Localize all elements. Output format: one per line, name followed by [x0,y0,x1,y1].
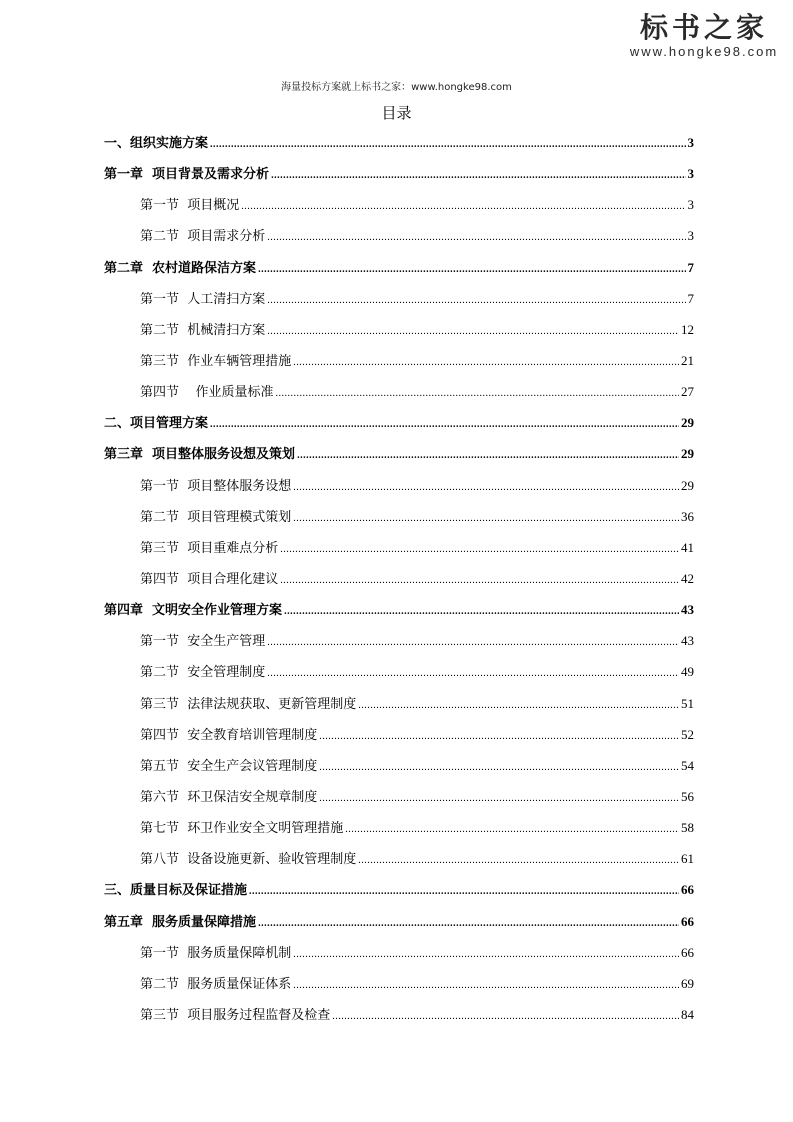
toc-entry[interactable] [104,568,694,599]
toc-entry-page: 61 [681,851,694,867]
toc-dot-leader [319,726,679,748]
toc-dot-leader [293,508,679,530]
toc-entry-page: 56 [681,788,694,804]
toc-entry-page: 42 [681,570,694,586]
toc-entry-label: 第二节 项目需求分析 [140,229,266,245]
toc-dot-leader [210,414,679,436]
toc-entry[interactable] [104,257,694,288]
toc-dot-leader [345,819,679,841]
toc-entry-page: 21 [681,352,694,368]
toc-dot-leader [280,539,679,561]
page-header: 海量投标方案就上标书之家：www.hongke98.com [281,82,512,93]
toc-entry-label: 二、项目管理方案 [104,416,209,432]
toc-dot-leader [241,196,685,218]
toc-dot-leader [267,663,679,685]
toc-entry-label: 第三节 作业车辆管理措施 [140,353,292,369]
logo-chinese-text: 标书之家 [639,11,768,44]
toc-dot-leader [319,757,679,779]
toc-entry[interactable] [104,724,694,755]
toc-entry[interactable] [104,693,694,724]
toc-entry[interactable] [104,755,694,786]
toc-entry-label: 第五节 安全生产会议管理制度 [140,758,318,774]
toc-title: 目录 [381,104,412,122]
toc-entry-label: 第四章 文明安全作业管理方案 [104,603,283,619]
toc-dot-leader [267,321,679,343]
toc-entry-label: 第二节 项目管理模式策划 [140,509,292,525]
toc-entry-label: 第八节 设备设施更新、验收管理制度 [140,852,357,868]
toc-entry-page: 41 [681,539,694,555]
toc-entry-page: 3 [687,166,694,182]
toc-entry-page: 54 [681,757,694,773]
toc-entry[interactable] [104,506,694,537]
toc-entry[interactable] [104,599,694,630]
toc-dot-leader [332,1006,679,1028]
toc-dot-leader [297,445,679,467]
toc-dot-leader [249,881,679,903]
toc-entry[interactable] [104,163,694,194]
toc-entry[interactable] [104,412,694,443]
toc-entry-label: 第三节 项目重难点分析 [140,540,279,556]
toc-entry[interactable] [104,319,694,350]
toc-dot-leader [293,477,679,499]
toc-entry-label: 第一节 安全生产管理 [140,634,266,650]
toc-entry-page: 12 [681,321,694,337]
toc-dot-leader [293,352,679,374]
toc-entry[interactable] [104,817,694,848]
toc-entry[interactable] [104,630,694,661]
toc-entry-page: 51 [681,695,694,711]
toc-entry[interactable] [104,942,694,973]
toc-entry-label: 第三章 项目整体服务设想及策划 [104,447,296,463]
toc-dot-leader [293,975,679,997]
toc-entry[interactable] [104,443,694,474]
toc-dot-leader [284,601,679,623]
toc-dot-leader [293,944,679,966]
site-logo [629,12,779,60]
toc-dot-leader [358,850,679,872]
toc-entry-label: 第一节 项目概况 [140,198,240,214]
toc-entry-label: 第一节 项目整体服务设想 [140,478,292,494]
toc-entry-label: 第二章 农村道路保洁方案 [104,260,257,276]
toc-entry[interactable] [104,475,694,506]
toc-entry[interactable] [104,911,694,942]
toc-entry[interactable] [104,132,694,163]
toc-dot-leader [258,913,679,935]
toc-dot-leader [276,383,679,405]
toc-entry-page: 3 [687,228,694,244]
toc-entry-page: 52 [681,726,694,742]
toc-entry-page: 3 [687,135,694,150]
toc-entry-page: 29 [681,415,694,431]
toc-entry-label: 第一章 项目背景及需求分析 [104,167,270,183]
table-of-contents [104,132,694,1035]
toc-entry-label: 第四节 项目合理化建议 [140,571,279,587]
toc-entry-label: 第四节 作业质量标准 [140,385,274,401]
toc-entry[interactable] [104,661,694,692]
toc-entry-page: 3 [687,197,694,213]
toc-entry-page: 36 [681,508,694,524]
toc-entry[interactable] [104,848,694,879]
toc-entry-page: 29 [681,446,694,462]
toc-entry[interactable] [104,350,694,381]
toc-entry-label: 一、组织实施方案 [104,136,209,151]
toc-dot-leader [267,227,685,249]
toc-entry-label: 三、质量目标及保证措施 [104,883,248,899]
logo-url-text: www.hongke98.com [629,44,779,59]
toc-entry-label: 第六节 环卫保洁安全规章制度 [140,789,318,805]
toc-entry[interactable] [104,786,694,817]
toc-entry-page: 84 [681,1006,694,1022]
toc-entry-page: 43 [681,633,694,649]
toc-entry-label: 第三节 项目服务过程监督及检查 [140,1007,331,1023]
toc-entry[interactable] [104,879,694,910]
toc-entry-label: 第五章 服务质量保障措施 [104,914,257,930]
toc-entry-page: 66 [681,882,694,898]
toc-entry[interactable] [104,381,694,412]
toc-entry-page: 29 [681,477,694,493]
toc-dot-leader [258,259,685,281]
toc-dot-leader [267,290,685,312]
toc-entry-label: 第一节 服务质量保障机制 [140,945,292,961]
toc-dot-leader [267,632,679,654]
toc-entry[interactable] [104,288,694,319]
toc-entry-page: 49 [681,664,694,680]
toc-entry[interactable] [104,973,694,1004]
toc-entry[interactable] [104,537,694,568]
toc-entry[interactable] [104,225,694,256]
toc-entry-label: 第四节 安全教育培训管理制度 [140,727,318,743]
toc-dot-leader [210,134,685,156]
toc-entry-page: 7 [687,259,694,275]
toc-entry-page: 43 [681,602,694,618]
toc-entry-label: 第七节 环卫作业安全文明管理措施 [140,821,344,837]
toc-entry-page: 69 [681,975,694,991]
toc-dot-leader [271,165,685,187]
toc-entry-page: 27 [681,384,694,400]
toc-dot-leader [319,788,679,810]
toc-dot-leader [358,695,679,717]
toc-entry[interactable] [104,1004,694,1035]
toc-entry-label: 第二节 机械清扫方案 [140,322,266,338]
toc-entry-label: 第二节 安全管理制度 [140,665,266,681]
toc-entry-label: 第二节 服务质量保证体系 [140,976,292,992]
toc-entry-page: 66 [681,913,694,929]
toc-entry-label: 第一节 人工清扫方案 [140,291,266,307]
toc-dot-leader [280,570,679,592]
toc-entry[interactable] [104,194,694,225]
toc-entry-page: 7 [687,290,694,306]
toc-entry-label: 第三节 法律法规获取、更新管理制度 [140,696,357,712]
toc-entry-page: 66 [681,944,694,960]
toc-entry-page: 58 [681,820,694,836]
